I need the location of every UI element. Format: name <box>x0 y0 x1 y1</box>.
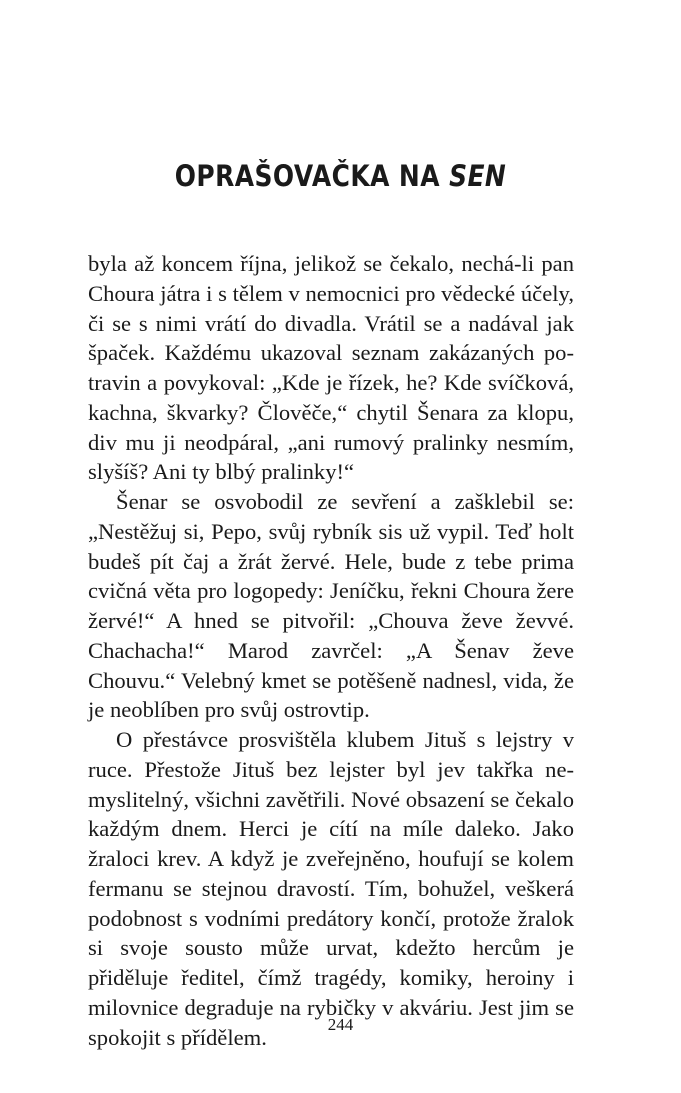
chapter-title-main: OPRAŠOVAČKA NA <box>174 159 450 193</box>
paragraph: O přestávce prosvištěla klubem Jituš s lejstry v ruce. Přestože Jituš bez lejster byl jev takřka nemyslitelný, všichni zavětřili. Nové obsazení se čekalo každým dnem. Herci je cítí na míle daleko. Jako žraloci krev. A když je zveřejněno, houfují se kolem fermanu se stejnou dravostí. Tím, bohužel, veškerá podobnost s vodními predátory končí, protože žralok si svoje sousto může urvat, kdežto hercům je přiděluje ředitel, čímž tragédy, komiky, heroiny i milovnice degraduje na rybičky v akváriu. Jest jim se spokojit s přídělem. <box>88 727 574 1050</box>
paragraph: byla až koncem října, jelikož se čekalo, nechá-li pan Choura játra i s tělem v nemocnici pro vědecké účely, či se s nimi vrátí do divadla. Vrátil se a nadával jak špaček. Každému ukazoval seznam zakázaných potravin a povykoval: „Kde je řízek, he? Kde svíčková, kachna, škvarky? Člověče,“ chytil Šenara za klopu, div mu ji neodpáral, „ani rumový pralinky nesmím, slyšíš? Ani ty blbý pralinky!“ <box>88 251 574 485</box>
chapter-title-italic: SEN <box>449 159 507 193</box>
page-number: 244 <box>327 1015 354 1034</box>
paragraph: Šenar se osvobodil ze sevření a zašklebil se: „Nestěžuj si, Pepo, svůj rybník sis už vypil. Teď holt budeš pít čaj a žrát žervé. Hele, bude z tebe prima cvičná věta pro logopedy: Jeníčku, řekni Choura žere žervé!“ A hned se pitvořil: „Chouva ževe ževvé. Chachacha!“ Marod zavrčel: „A Šenav ževe Chouvu.“ Velebný kmet se potěšeně nadnesl, vida, že je neoblíben pro svůj ostrovtip. <box>88 489 574 723</box>
body-text <box>88 249 574 1052</box>
chapter-title <box>48 156 634 196</box>
